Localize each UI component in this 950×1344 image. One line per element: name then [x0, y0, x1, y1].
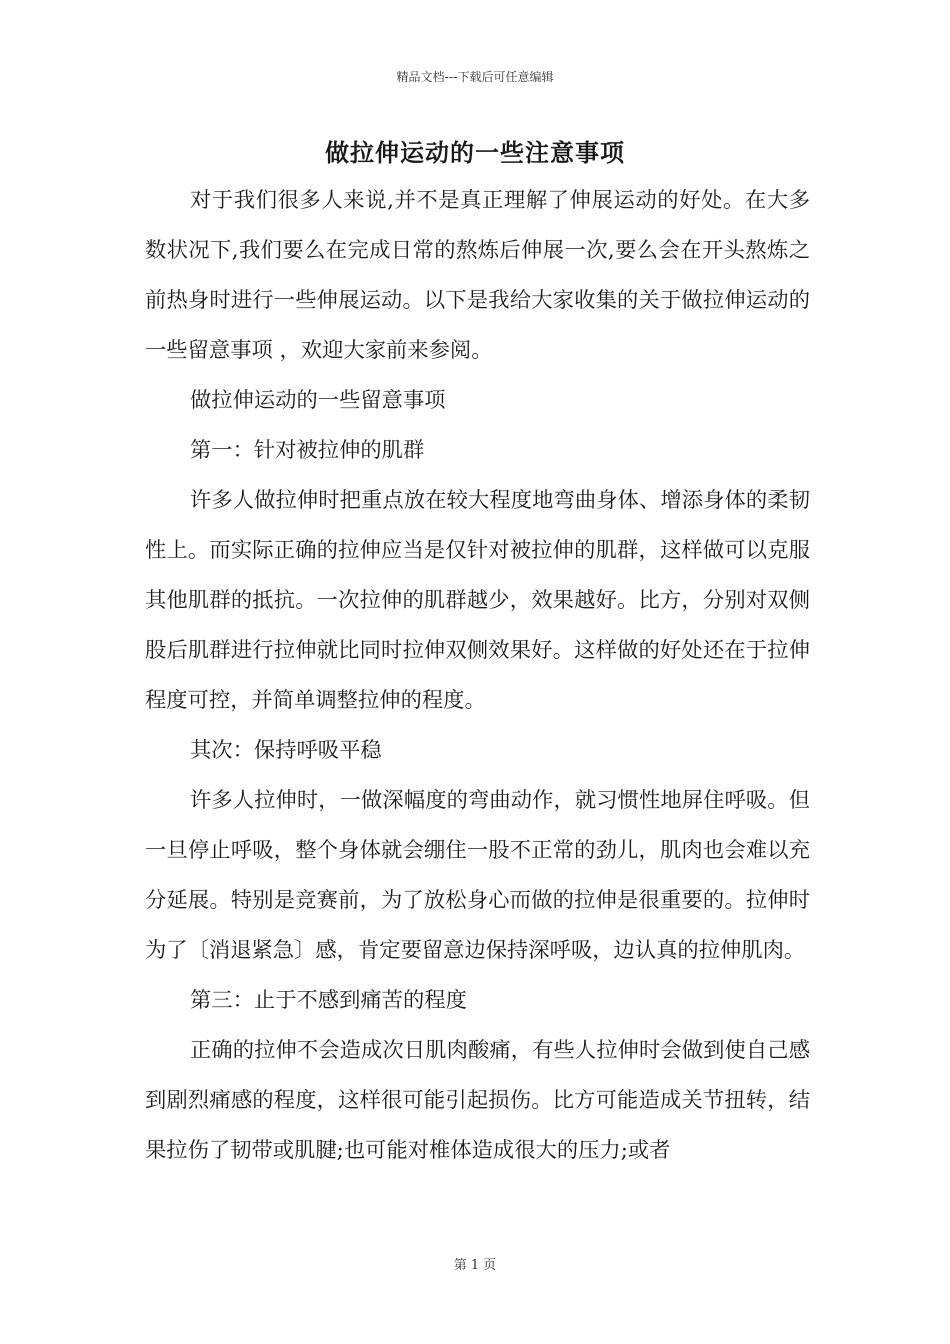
- paragraph-section-3: 正确的拉伸不会造成次日肌肉酸痛，有些人拉伸时会做到使自己感到剧烈痛感的程度，这样很可能引起损伤。比方可能造成关节扭转，结果拉伤了韧带或肌腱;也可能对椎体造成很大的压力;或者: [145, 1038, 810, 1163]
- paragraph-intro: 对于我们很多人来说,并不是真正理解了伸展运动的好处。在大多数状况下,我们要么在完成日常的熬炼后伸展一次,要么会在开头熬炼之前热身时进行一些伸展运动。以下是我给大家收集的关于做拉伸运动的一些留意事项 ，欢迎大家前来参阅。: [145, 188, 810, 363]
- paragraph-section-2: 许多人拉伸时，一做深幅度的弯曲动作，就习惯性地屏住呼吸。但一旦停止呼吸，整个身体就会绷住一股不正常的劲儿，肌肉也会难以充分延展。特别是竞赛前，为了放松身心而做的拉伸是很重要的。拉伸时为了〔消退紧急〕感，肯定要留意边保持深呼吸，边认真的拉伸肌肉。: [145, 788, 810, 963]
- paragraph-section-1: 许多人做拉伸时把重点放在较大程度地弯曲身体、增添身体的柔韧性上。而实际正确的拉伸应当是仅针对被拉伸的肌群，这样做可以克服其他肌群的抵抗。一次拉伸的肌群越少，效果越好。比方，分别对双侧股后肌群进行拉伸就比同时拉伸双侧效果好。这样做的好处还在于拉伸程度可控，并简单调整拉伸的程度。: [145, 488, 810, 713]
- section-heading: 做拉伸运动的一些留意事项: [190, 388, 446, 413]
- section-heading-1: 第一：针对被拉伸的肌群: [190, 438, 425, 463]
- document-title: 做拉伸运动的一些注意事项: [325, 138, 625, 167]
- page-number: 第 1 页: [453, 1258, 497, 1273]
- section-heading-3: 第三：止于不感到痛苦的程度: [190, 988, 467, 1013]
- section-heading-2: 其次：保持呼吸平稳: [190, 738, 382, 763]
- page-header: 精品文档---下载后可任意编辑: [396, 70, 554, 84]
- document-body: [145, 176, 810, 1176]
